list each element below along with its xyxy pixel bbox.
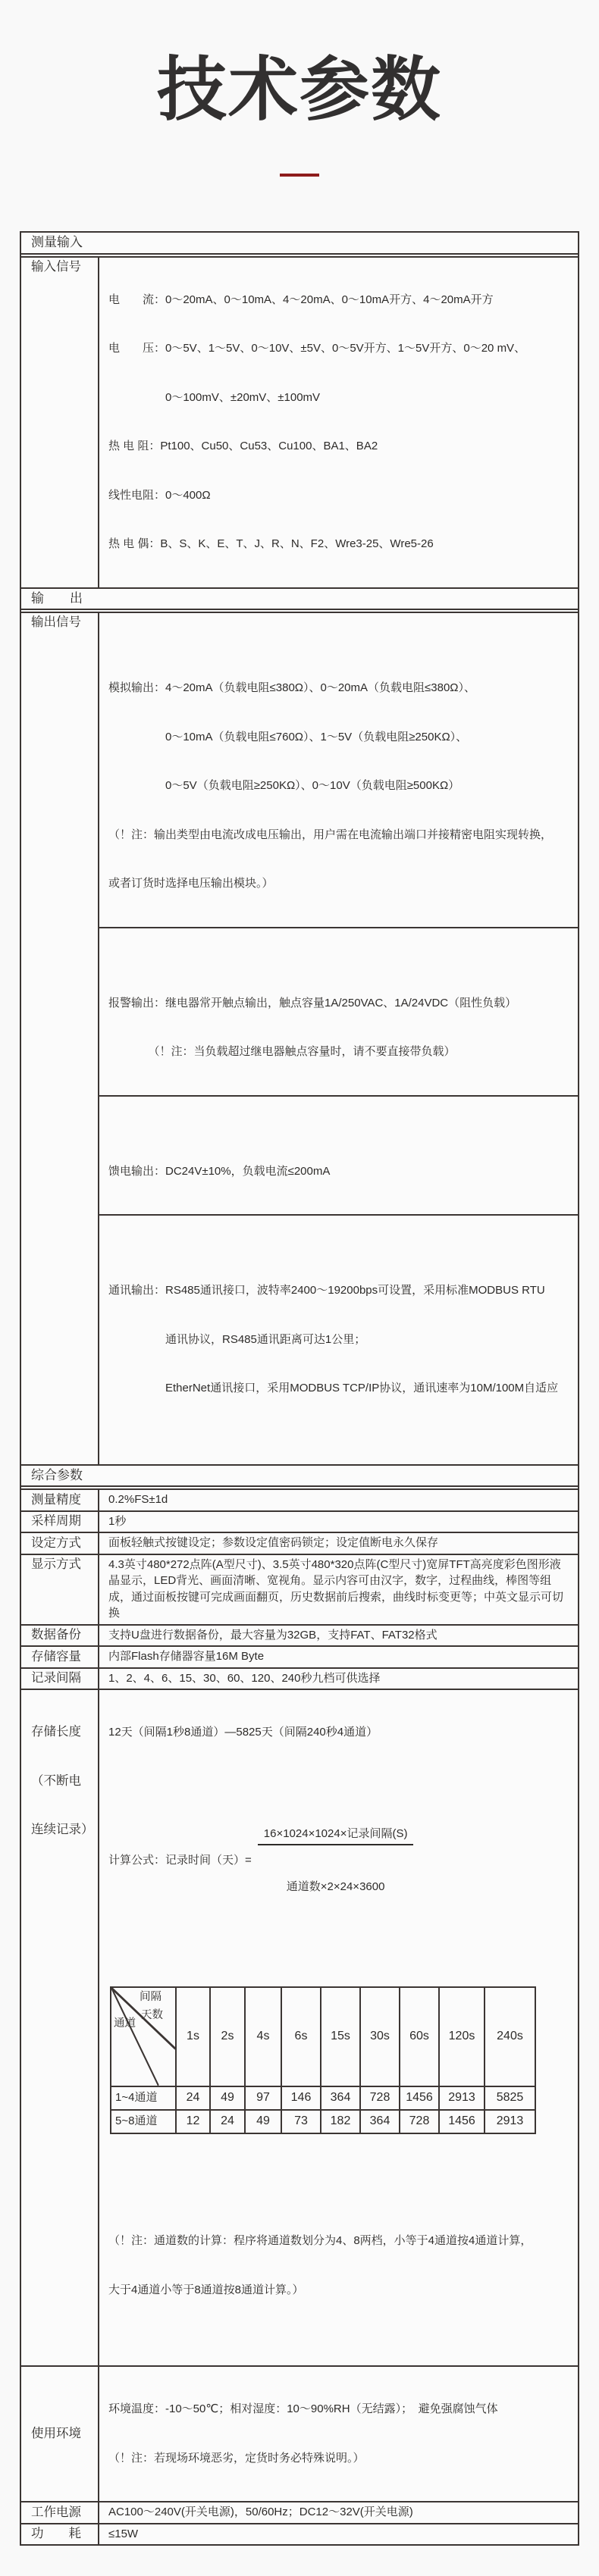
- row-label-input-signal: 输入信号: [21, 258, 99, 587]
- comm-output-line: EtherNet通讯接口，采用MODBUS TCP/IP协议，通讯速率为10M/100M自适应: [108, 1382, 559, 1395]
- analog-output-line: 0～10mA（负载电阻≤760Ω）、1～5V（负载电阻≥250KΩ）、: [108, 730, 468, 743]
- comm-output-line: 通讯输出：RS485通讯接口，波特率2400～19200bps可设置，采用标准MODBUS RTU: [108, 1284, 545, 1297]
- row-value-power: AC100～240V(开关电源)，50/60Hz；DC12～32V(开关电源): [108, 2506, 413, 2519]
- storage-days-cell: 24: [176, 2086, 210, 2110]
- interval-column-header: 60s: [400, 1987, 439, 2086]
- row-value-display: 4.3英寸480*272点阵(A型尺寸)、3.5英寸480*320点阵(C型尺寸)宽屏TFT高亮度彩色图形液晶显示，LED背光、画面清晰、宽视角。显示内容可由汉字，数字，过程曲线，棒图等组成，通过面板按键可完成画面翻页，历史数据前后搜索，曲线时标变更等；中英文显示可切换: [108, 1557, 564, 1620]
- storage-days-cell: 182: [321, 2110, 360, 2133]
- row-value-accuracy: 0.2%FS±1d: [108, 1493, 168, 1507]
- storage-days-cell: 728: [400, 2110, 439, 2133]
- table-row-input-signal: [21, 258, 578, 589]
- section-header-output: 输 出: [21, 589, 578, 614]
- row-value-environment: [99, 2367, 578, 2501]
- storage-days-cell: 728: [360, 2086, 400, 2110]
- storage-note-line: （！注：通道数的计算：程序将通道数划分为4、8两档，小等于4通道按4通道计算，: [108, 2234, 532, 2248]
- formula-denominator: 通道数×2×24×3600: [286, 1880, 385, 1893]
- row-label-accuracy: 测量精度: [21, 1490, 99, 1510]
- row-value-output-signal: [99, 613, 578, 1464]
- channel-row-label: 5~8通道: [111, 2110, 176, 2133]
- interval-column-header: 30s: [360, 1987, 400, 2086]
- storage-label-line: 连续记录）: [31, 1823, 94, 1837]
- days-axis-label: 天数: [141, 2008, 163, 2021]
- storage-label-line: 存储长度: [31, 1725, 81, 1739]
- row-value-input-signal: [99, 258, 578, 587]
- row-value-consumption: ≤15W: [108, 2527, 139, 2540]
- table-row-display: [21, 1555, 578, 1626]
- alarm-output-line: 报警输出：继电器常开触点输出，触点容量1A/250VAC、1A/24VDC（阻性负载）: [108, 996, 517, 1009]
- page-title: 技术参数: [156, 52, 442, 129]
- row-label-interval: 记录间隔: [21, 1669, 99, 1689]
- feed-output-line: 馈电输出：DC24V±10%，负载电流≤200mA: [108, 1164, 331, 1178]
- storage-days-cell: 2913: [485, 2110, 535, 2133]
- formula-numerator: 16×1024×1024×记录间隔(S): [258, 1826, 414, 1845]
- subrow-comm-output: [99, 1248, 578, 1432]
- row-label-power: 工作电源: [21, 2502, 99, 2523]
- storage-table-row: [111, 2086, 535, 2110]
- diagonal-header-cell: [111, 1987, 176, 2086]
- storage-days-cell: 5825: [485, 2086, 535, 2110]
- input-signal-line: 线性电阻：0～400Ω: [108, 488, 211, 502]
- comm-output-line: 通讯协议，RS485通讯距离可达1公里；: [108, 1332, 366, 1346]
- row-label-setting: 设定方式: [21, 1533, 99, 1554]
- storage-days-cell: 97: [245, 2086, 281, 2110]
- alarm-output-line: （！注：当负载超过继电器触点容量时，请不要直接带负载）: [108, 1045, 456, 1059]
- table-row-capacity: [21, 1647, 578, 1669]
- interval-column-header: 6s: [281, 1987, 321, 2086]
- subrow-feed-output: [99, 1129, 578, 1216]
- row-value-interval: 1、2、4、6、15、30、60、120、240秒九档可供选择: [108, 1671, 381, 1685]
- section-header-measure-input: 测量输入: [21, 233, 578, 258]
- table-row-interval: [21, 1669, 578, 1691]
- storage-days-cell: 146: [281, 2086, 321, 2110]
- interval-column-header: 240s: [485, 1987, 535, 2086]
- subrow-alarm-output: [99, 961, 578, 1097]
- table-row-output-signal: [21, 613, 578, 1466]
- storage-days-cell: 49: [210, 2086, 245, 2110]
- storage-formula: [108, 1793, 572, 1927]
- storage-note: [108, 2200, 572, 2330]
- table-row-storage-length: [21, 1690, 578, 2367]
- spec-table: [20, 231, 579, 2546]
- storage-days-cell: 1456: [439, 2110, 485, 2133]
- input-signal-line: 0～100mV、±20mV、±100mV: [108, 390, 321, 404]
- interval-column-header: 1s: [176, 1987, 210, 2086]
- table-row-consumption: [21, 2524, 578, 2545]
- storage-days-cell: 12: [176, 2110, 210, 2133]
- row-value-capacity: 内部Flash存储器容量16M Byte: [108, 1650, 265, 1664]
- interval-axis-label: 间隔: [140, 1990, 162, 2003]
- interval-column-header: 120s: [439, 1987, 485, 2086]
- interval-column-header: 15s: [321, 1987, 360, 2086]
- row-value-setting: 面板轻触式按键设定；参数设定值密码锁定；设定值断电永久保存: [108, 1536, 439, 1550]
- storage-days-cell: 24: [210, 2110, 245, 2133]
- input-signal-line: 热 电 偶：B、S、K、E、T、J、R、N、F2、Wre3-25、Wre5-26: [108, 537, 434, 551]
- storage-note-line: 大于4通道小等于8通道按8通道计算。）: [108, 2283, 304, 2296]
- row-value-backup: 支持U盘进行数据备份，最大容量为32GB，支持FAT、FAT32格式: [108, 1628, 437, 1642]
- storage-days-cell: 1456: [400, 2086, 439, 2110]
- table-row-accuracy: [21, 1490, 578, 1512]
- analog-output-line: 或者订货时选择电压输出模块。）: [108, 877, 274, 890]
- storage-table-row: [111, 2110, 535, 2133]
- input-signal-line: 电 流：0～20mA、0～10mA、4～20mA、0～10mA开方、4～20mA开方: [108, 293, 494, 306]
- analog-output-line: （！注：输出类型由电流改成电压输出，用户需在电流输出端口并接精密电阻实现转换，: [108, 828, 553, 841]
- row-label-environment: 使用环境: [21, 2367, 99, 2501]
- analog-output-line: 模拟输出：4～20mA（负载电阻≤380Ω）、0～20mA（负载电阻≤380Ω）、: [108, 681, 476, 695]
- interval-column-header: 2s: [210, 1987, 245, 2086]
- row-value-storage-length: [99, 1690, 578, 2365]
- interval-column-header: 4s: [245, 1987, 281, 2086]
- storage-label-line: （不断电: [31, 1773, 81, 1788]
- storage-days-cell: 364: [360, 2110, 400, 2133]
- formula-fraction: [258, 1793, 414, 1927]
- table-row-environment: [21, 2367, 578, 2502]
- environment-line: （！注：若现场环境恶劣，定货时务必特殊说明。）: [108, 2451, 365, 2465]
- analog-output-line: 0～5V（负载电阻≥250KΩ）、0～10V（负载电阻≥500KΩ）: [108, 779, 460, 793]
- storage-days-cell: 364: [321, 2086, 360, 2110]
- table-row-backup: [21, 1626, 578, 1648]
- environment-line: 环境温度：-10～50℃；相对湿度：10～90%RH（无结露）； 避免强腐蚀气体: [108, 2402, 498, 2416]
- table-row-setting: [21, 1533, 578, 1555]
- row-label-output-signal: 输出信号: [21, 613, 99, 1464]
- subrow-analog-output: [99, 646, 578, 928]
- storage-days-cell: 49: [245, 2110, 281, 2133]
- input-signal-line: 电 压：0～5V、1～5V、0～10V、±5V、0～5V开方、1～5V开方、0～20 mV、: [108, 342, 526, 355]
- storage-range-line: 12天（间隔1秒8通道）—5825天（间隔240秒4通道）: [108, 1726, 378, 1739]
- storage-days-cell: 73: [281, 2110, 321, 2133]
- channel-row-label: 1~4通道: [111, 2086, 176, 2110]
- row-label-storage-length: [21, 1690, 99, 2365]
- channels-axis-label: 通道: [114, 2017, 136, 2030]
- accent-divider: [280, 174, 319, 177]
- row-label-consumption: 功 耗: [21, 2524, 99, 2545]
- storage-days-cell: 2913: [439, 2086, 485, 2110]
- table-row-power: [21, 2502, 578, 2524]
- row-label-capacity: 存储容量: [21, 1647, 99, 1667]
- row-label-sampling: 采样周期: [21, 1512, 99, 1532]
- table-row-sampling: [21, 1512, 578, 1534]
- row-value-sampling: 1秒: [108, 1514, 127, 1528]
- row-label-backup: 数据备份: [21, 1626, 99, 1646]
- row-label-display: 显示方式: [21, 1555, 99, 1624]
- section-header-general: 综合参数: [21, 1466, 578, 1491]
- storage-days-table: [110, 1986, 536, 2134]
- input-signal-line: 热 电 阻：Pt100、Cu50、Cu53、Cu100、BA1、BA2: [108, 440, 378, 453]
- formula-prefix: 计算公式：记录时间（天）=: [108, 1853, 252, 1867]
